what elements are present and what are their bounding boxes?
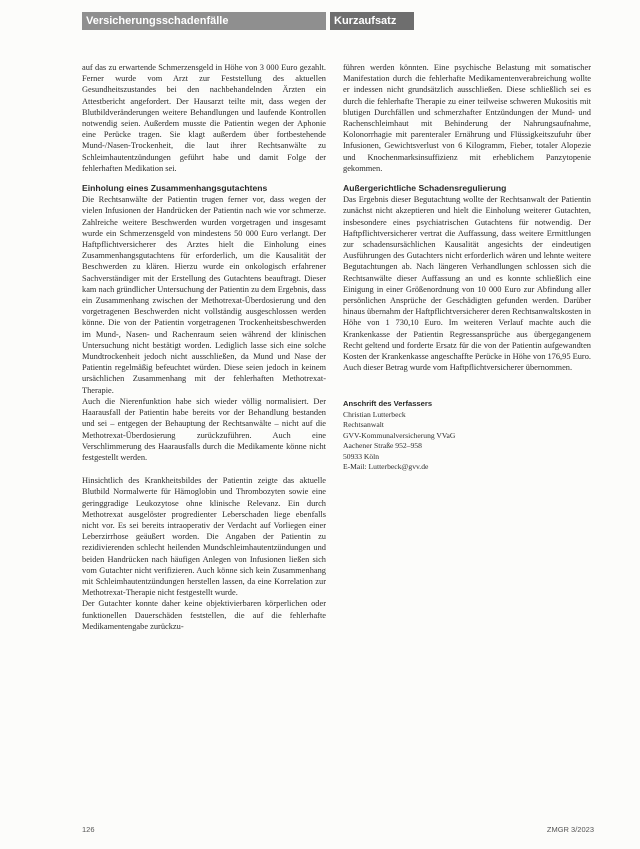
author-address <box>343 399 591 472</box>
right-column <box>343 62 591 472</box>
author-label: Anschrift des Verfassers <box>343 399 433 409</box>
page-number: 126 <box>82 825 95 834</box>
author-company: GVV-Kommunalversicherung VVaG <box>343 430 456 440</box>
paragraph: Auch die Nierenfunktion habe sich wieder völlig normalisiert. Der Haarausfall der Patientin habe bereits vor der Behandlung bestanden und sei – entgegen der Behauptung der Rechtsanwälte – nicht auf die Methotrexat-Überdosierung zurückzuführen. Auch eine Verschlimmerung des Haarausfalls durch die Medikamente könne nicht festgestellt werden. <box>82 396 326 462</box>
section-heading: Einholung eines Zusammenhangsgutachtens <box>82 183 268 194</box>
author-email: E-Mail: Lutterbeck@gvv.de <box>343 461 429 471</box>
journal-reference: ZMGR 3/2023 <box>546 825 594 834</box>
paragraph: Das Ergebnis dieser Begutachtung wollte der Rechtsanwalt der Patientin zunächst nicht akzeptieren und hielt die Einholung weiterer Gutachten, insbesondere eines psychiatrischen Gutachtens für notwendig. Der Haftpflichtversicherer vertrat die Auffassung, dass weitere Ermittlungen zur schadensursächlichen Kausalität angesichts der eindeutigen Ausführungen des Gutachters nicht erforderlich wären und lehnte weitere Begutachtungen ab. Nach längeren Verhandlungen schlossen sich die Rechtsanwälte dieser Auffassung an und es konnte schließlich eine Einigung in einer Größenordnung von 10 000 Euro zur Abfindung aller persönlichen Ansprüche der Geschädigten gefunden werden. Darüber hinaus übernahm der Haftpflichtversicherer deren Rechtsanwaltskosten in Höhe von 1 730,10 Euro. Im weiteren Verlauf machte auch die Krankenkasse der Patientin Regressansprüche aus übergegangenem Recht geltend und forderte Ersatz für die von der Patientin aufgewandten Kosten der Krankenkasse angeschaffte Perücke in Höhe von 176,95 Euro. Auch dieser Betrag wurde vom Haftpflichtversicherer übernommen. <box>343 195 591 373</box>
author-street: Aachener Straße 952–958 <box>343 441 422 451</box>
paragraph: Die Rechtsanwälte der Patientin trugen ferner vor, dass wegen der vielen Infusionen der Handrücken der Patientin nach wie vor schmerze. Zahlreiche weitere Beschwerden wurden vorgetragen und insgesamt wurde ein Schmerzensgeld von mindestens 50 000 Euro verlangt. Der Haftpflichtversicherer des Arztes hielt die Einholung eines Zusammenhangsgutachtens für erforderlich, um die Kausalität der Beschwerden zu klären. Hierzu wurde ein onkologisch erfahrener Sachverständiger mit der Erstellung des Gutachtens beauftragt. Dieser kam nach gründlicher Untersuchung der Patientin zu dem Ergebnis, dass ein Zusammenhang zwischen der Methotrexat-Überdosierung und den vorgetragenen Beschwerden nicht vollständig ausgeschlossen werden könne. Die von der Patientin vorgetragenen Trockenheitsbeschwerden im Mund-, Nasen- und Rachenraum seien während der klinischen Untersuchung nicht bestätigt worden. Lediglich lasse sich eine solche Mundtrockenheit jedoch nicht ausschließen, da Mund und Nase der Patientin regelmäßig befeuchtet würden. Diese seien jedoch in keinem ursächlichen Zusammenhang mit der fehlerhaften Methotrexat-Therapie. <box>82 195 326 395</box>
paragraph-gap <box>82 463 326 475</box>
paragraph: Der Gutachter konnte daher keine objektivierbaren körperlichen oder funktionellen Dauerschäden feststellen, die auf die fehlerhafte Medikamentengabe zurückzu- <box>82 599 326 631</box>
running-header <box>82 12 414 30</box>
section-heading: Außergerichtliche Schadensregulierung <box>343 183 507 194</box>
category-label: Kurzaufsatz <box>330 12 414 30</box>
paragraph: auf das zu erwartende Schmerzensgeld in Höhe von 3 000 Euro gezahlt. Ferner wurde vom Arzt zur Feststellung des aktuellen Gesundheitszustandes bei den nachbehandelnden Ärzten ein Attestbericht angefordert. Der Hausarzt teilte mit, dass wegen der Blutbildveränderungen weitere Behandlungen und laufende Kontrollen notwendig seien. Außerdem musste die Patientin wegen der Aphonie eine Perücke tragen. Sie klagt außerdem über fortbestehende Mund-/Nasen-Trockenheit, die laut ihrer Rechtsanwälte zu Schleimhautentzündungen geführt habe und damit Folge der fehlerhaften Medikation sei. <box>82 63 326 173</box>
author-name: Christian Lutterbeck <box>343 409 406 419</box>
author-title: Rechtsanwalt <box>343 420 384 430</box>
section-label: Versicherungsschadenfälle <box>82 12 326 30</box>
author-city: 50933 Köln <box>343 451 380 461</box>
page-footer <box>82 825 594 837</box>
paragraph: führen werden könnten. Eine psychische Belastung mit somatischer Manifestation durch die fehlerhafte Medikamentenverabreichung wollte er indessen nicht grundsätzlich ausschließen. Diese schließlich sei es durch die fehlerhafte Therapie zu einer teilweise schweren Mukositis mit blutigen Durchfällen und schmerzhafter Entzündungen der Mund- und Rachenschleimhaut mit Behinderung der Nahrungsaufnahme, Kolonorrhagie mit parenteraler Ernährung und Flüssigkeitszufuhr über Infusionen, Gewichtsverlust von 6 Kilogramm, Fieber, totaler Alopezie und Knochenmarksinsuffizienz mit erheblichem Panzytopenie gekommen. <box>343 63 591 173</box>
paragraph: Hinsichtlich des Krankheitsbildes der Patientin zeigte das aktuelle Blutbild Normalwerte für Hämoglobin und Thrombozyten sowie eine geringgradige Leukozytose ohne klinische Relevanz. Ein durch Methotrexat ausgelöster progredienter Leberschaden liege ebenfalls nicht vor. Es sei bereits intraoperativ der Verdacht auf Vorliegen einer Leberzirrhose geäußert worden. Die Angaben der Patientin zu rezidivierenden schlecht heilenden Mundschleimhautentzündungen und beiden Handrücken nach häufigen Anlegen von Infusionen ließen sich vom Gutachter nicht verifizieren. Auch könne sich kein Zusammenhang mit Schleimhautentzündungen herstellen lassen, da eine Korrelation zur Methotrexat-Therapie nicht festgestellt wurde. <box>82 476 326 598</box>
left-column <box>82 62 326 632</box>
